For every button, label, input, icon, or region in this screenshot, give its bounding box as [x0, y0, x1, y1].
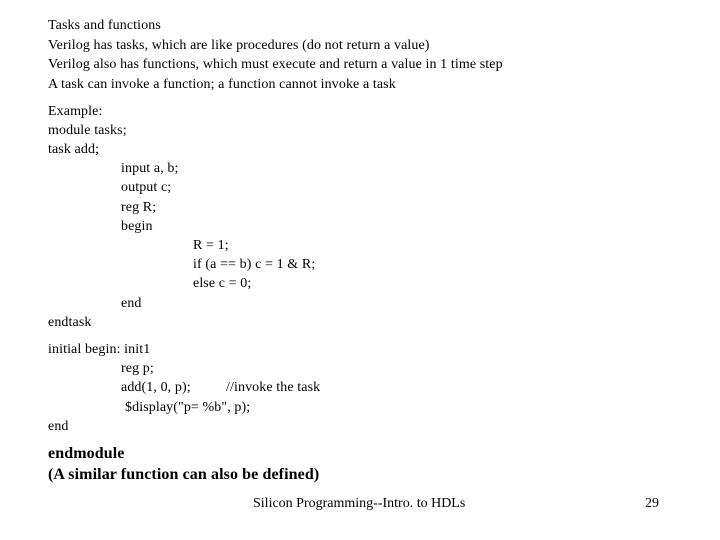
- code-begin: begin: [121, 219, 153, 234]
- code-reg-decl: reg R;: [121, 200, 157, 215]
- similar-function-note: (A similar function can also be defined): [48, 466, 320, 483]
- code-task-call-comment: //invoke the task: [226, 380, 321, 395]
- code-end: end: [121, 296, 142, 311]
- code-end-initial: end: [48, 419, 69, 434]
- code-endmodule: endmodule: [48, 445, 125, 462]
- code-task-call: add(1, 0, p);: [121, 380, 191, 395]
- code-else-stmt: else c = 0;: [193, 276, 252, 291]
- example-label: Example:: [48, 104, 103, 119]
- code-reg-p: reg p;: [121, 361, 154, 376]
- intro-line-invoke-rule: A task can invoke a function; a function cannot invoke a task: [48, 77, 396, 92]
- code-endtask: endtask: [48, 315, 92, 330]
- page-number: 29: [645, 496, 659, 511]
- code-assign-r: R = 1;: [193, 238, 229, 253]
- code-display-stmt: $display("p= %b", p);: [125, 400, 251, 415]
- code-if-stmt: if (a == b) c = 1 & R;: [193, 257, 316, 272]
- code-module-decl: module tasks;: [48, 123, 127, 138]
- intro-line-functions: Verilog also has functions, which must execute and return a value in 1 time step: [48, 57, 503, 72]
- footer-title: Silicon Programming--Intro. to HDLs: [253, 496, 466, 511]
- code-task-decl: task add;: [48, 142, 100, 157]
- code-initial-begin: initial begin: init1: [48, 342, 151, 357]
- slide-title: Tasks and functions: [48, 18, 161, 33]
- code-input-decl: input a, b;: [121, 161, 179, 176]
- code-output-decl: output c;: [121, 180, 172, 195]
- intro-line-tasks: Verilog has tasks, which are like procedures (do not return a value): [48, 38, 430, 53]
